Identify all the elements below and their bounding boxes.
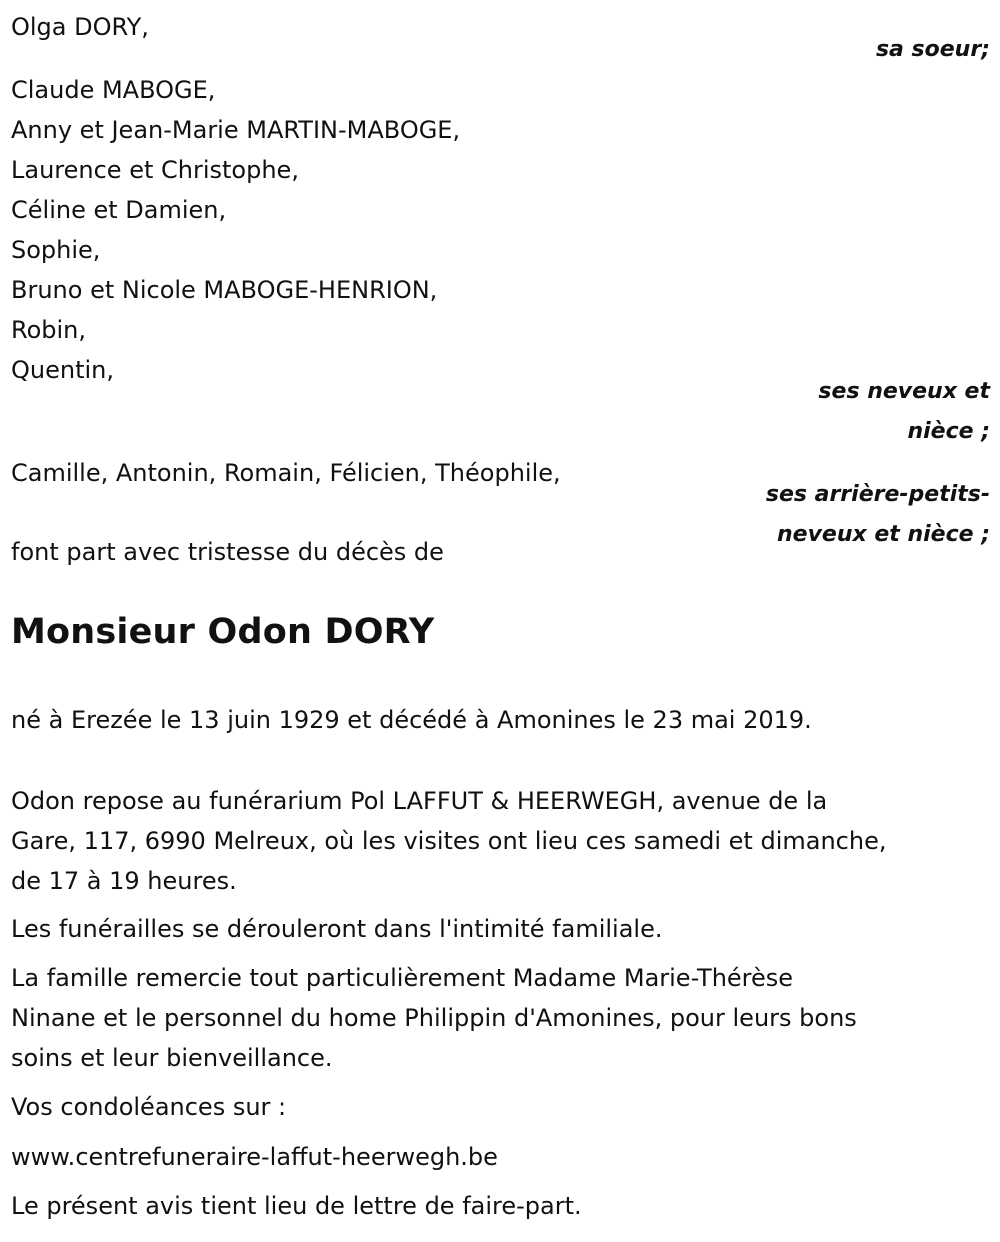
nephews-role-line2: nièce ; xyxy=(907,419,990,444)
great-nephews-role-line2: neveux et nièce ; xyxy=(777,522,990,547)
thanks-line: La famille remercie tout particulièrement Madame Marie-Thérèse xyxy=(11,964,794,992)
thanks-line: soins et leur bienveillance. xyxy=(11,1044,333,1072)
announcement-text: font part avec tristesse du décès de xyxy=(11,538,444,566)
nephew-line: Robin, xyxy=(11,316,87,344)
visitation-line: Odon repose au funérarium Pol LAFFUT & HEERWEGH, avenue de la xyxy=(11,787,828,815)
visitation-line: Gare, 117, 6990 Melreux, où les visites ont lieu ces samedi et dimanche, xyxy=(11,827,887,855)
nephew-line: Laurence et Christophe, xyxy=(11,156,299,184)
nephews-role-line1: ses neveux et xyxy=(818,379,990,404)
birth-death-text: né à Erezée le 13 juin 1929 et décédé à Amonines le 23 mai 2019. xyxy=(11,706,812,734)
website-link[interactable]: www.centrefuneraire-laffut-heerwegh.be xyxy=(11,1143,498,1171)
nephew-line: Anny et Jean-Marie MARTIN-MABOGE, xyxy=(11,116,461,144)
visitation-line: de 17 à 19 heures. xyxy=(11,867,237,895)
deceased-name: Monsieur Odon DORY xyxy=(11,612,435,652)
sister-name: Olga DORY, xyxy=(11,13,149,41)
nephew-line: Sophie, xyxy=(11,236,101,264)
great-nephews-names: Camille, Antonin, Romain, Félicien, Théophile, xyxy=(11,459,561,487)
condolences-label: Vos condoléances sur : xyxy=(11,1093,287,1121)
nephew-line: Céline et Damien, xyxy=(11,196,227,224)
nephew-line: Claude MABOGE, xyxy=(11,76,216,104)
funeral-note: Les funérailles se dérouleront dans l'intimité familiale. xyxy=(11,915,663,943)
closing-note: Le présent avis tient lieu de lettre de faire-part. xyxy=(11,1192,582,1220)
nephew-line: Quentin, xyxy=(11,356,114,384)
thanks-line: Ninane et le personnel du home Philippin d'Amonines, pour leurs bons xyxy=(11,1004,857,1032)
sister-role: sa soeur; xyxy=(875,37,990,62)
nephew-line: Bruno et Nicole MABOGE-HENRION, xyxy=(11,276,438,304)
great-nephews-role-line1: ses arrière-petits- xyxy=(765,482,990,507)
